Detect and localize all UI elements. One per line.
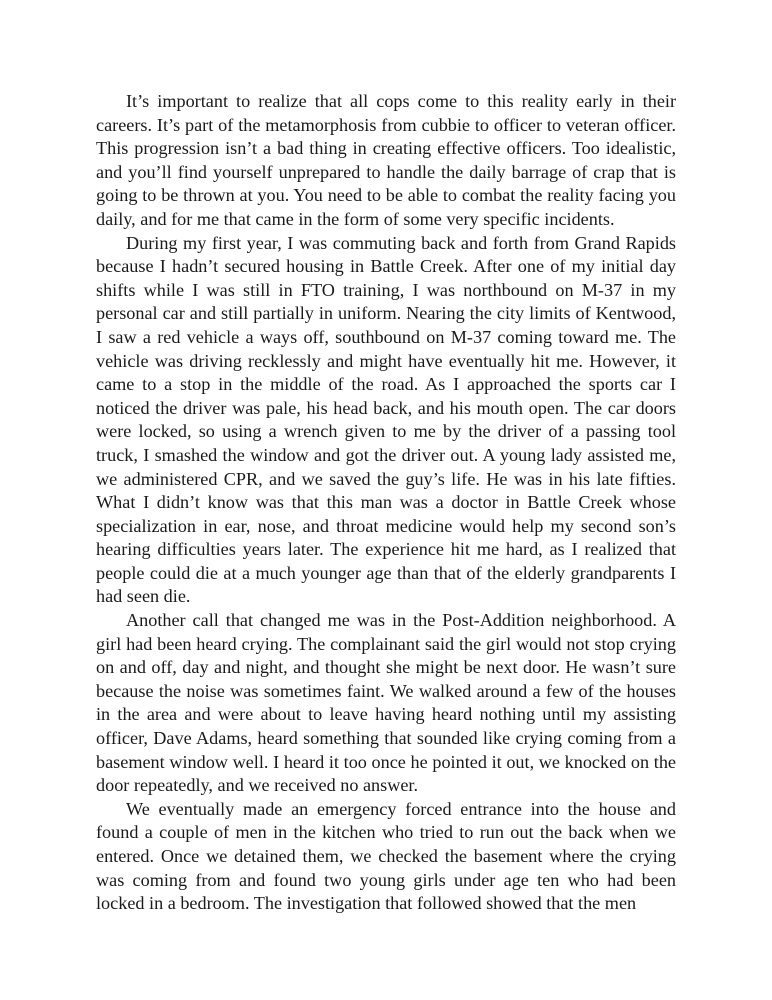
paragraph-4: We eventually made an emergency forced entrance into the house and found a couple of men in the kitchen who tried to run out the back when we entered. Once we detained them, we checked the basement where the crying was coming from and found two young girls under age ten who had been locked in a bedroom. The investigation that followed showed that the men [96,798,676,914]
body-text [96,90,676,916]
paragraph-2: During my first year, I was commuting back and forth from Grand Rapids because I hadn’t secured housing in Battle Creek. After one of my initial day shifts while I was still in FTO training, I was northbound on M-37 in my personal car and still partially in uniform. Nearing the city limits of Kentwood, I saw a red vehicle a ways off, southbound on M-37 coming toward me. The vehicle was driving recklessly and might have eventually hit me. However, it came to a stop in the middle of the road. As I approached the sports car I noticed the driver was pale, his head back, and his mouth open. The car doors were locked, so using a wrench given to me by the driver of a passing tool truck, I smashed the window and got the driver out. A young lady assisted me, we administered CPR, and we saved the guy’s life. He was in his late fifties. What I didn’t know was that this man was a doctor in Battle Creek whose specialization in ear, nose, and throat medicine would help my second son’s hearing difficulties years later. The experience hit me hard, as I realized that people could die at a much younger age than that of the elderly grandparents I had seen die. [96,232,676,607]
paragraph-1: It’s important to realize that all cops come to this reality early in their careers. It’s part of the metamorphosis from cubbie to officer to veteran officer. This progression isn’t a bad thing in creating effective officers. Too idealistic, and you’ll find yourself unprepared to handle the daily barrage of crap that is going to be thrown at you. You need to be able to combat the reality facing you daily, and for me that came in the form of some very specific incidents. [96,91,676,229]
paragraph-3: Another call that changed me was in the Post-Addition neighborhood. A girl had been heard crying. The complainant said the girl would not stop crying on and off, day and night, and thought she might be next door. He wasn’t sure because the noise was sometimes faint. We walked around a few of the houses in the area and were about to leave having heard nothing until my assisting officer, Dave Adams, heard something that sounded like crying coming from a basement window well. I heard it too once he pointed it out, we knocked on the door repeatedly, and we received no answer. [96,610,676,796]
